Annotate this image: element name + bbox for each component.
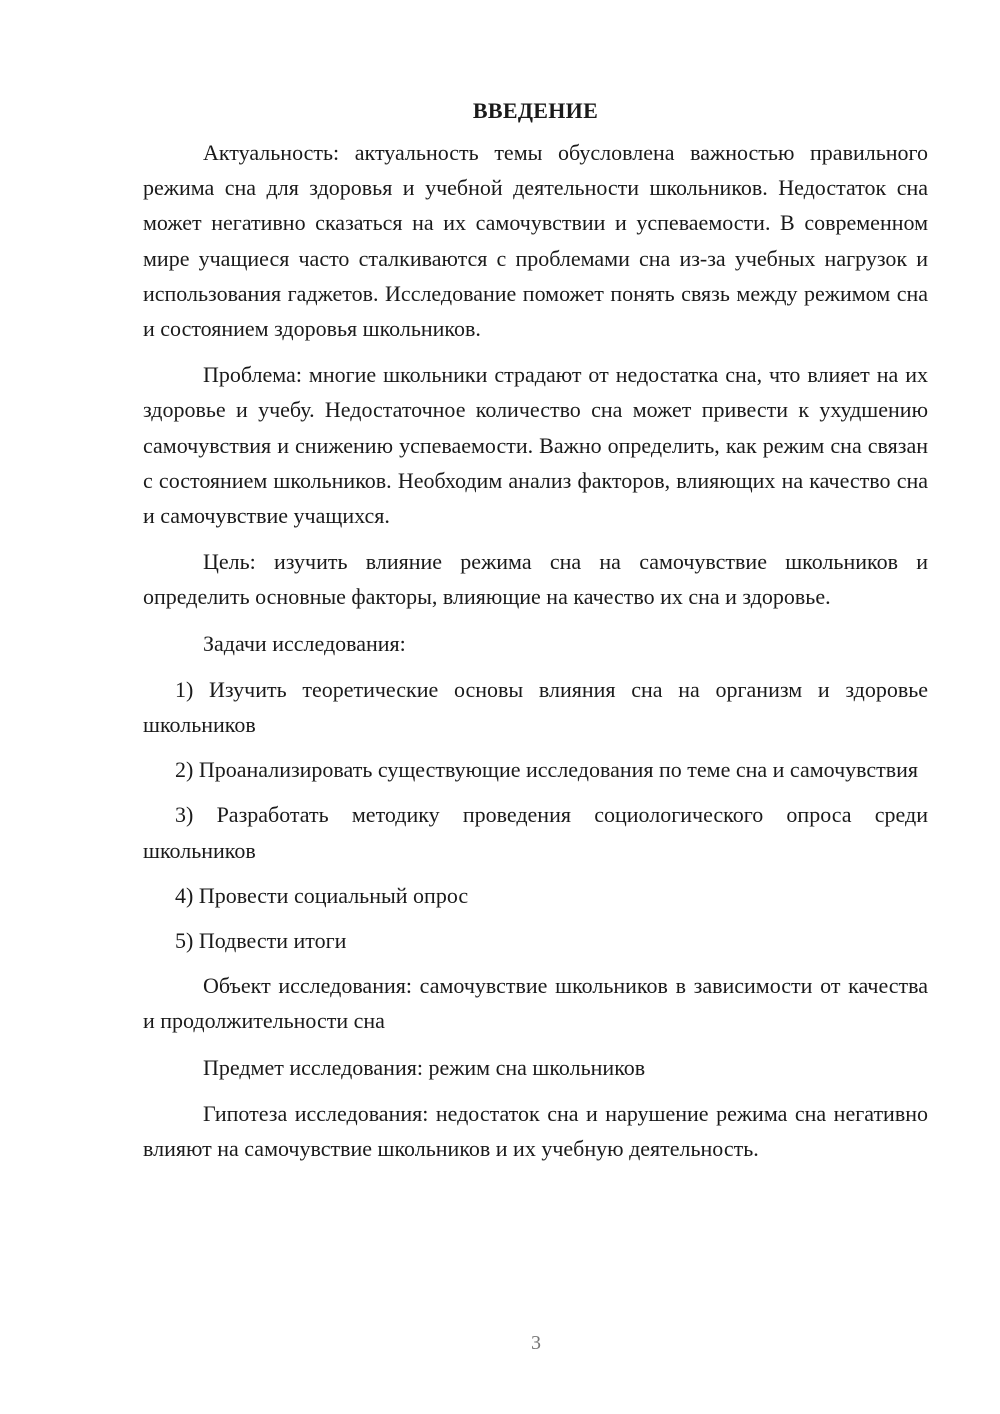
- task-item: 1) Изучить теоретические основы влияния сна на организм и здоровье школьников: [143, 676, 928, 738]
- goal-paragraph: Цель: изучить влияние режима сна на самочувствие школьников и определить основные факторы, влияющие на качество их сна и здоровье.: [143, 549, 928, 610]
- tasks-heading: Задачи исследования:: [203, 630, 406, 656]
- problem-paragraph: Проблема: многие школьники страдают от недостатка сна, что влияет на их здоровье и учебу. Недостаточное количество сна может привести к ухудшению самочувствия и снижению успеваемости. Важно определить, как режим сна связан с состоянием школьников. Необходим анализ факторов, влияющих на качество сна и самочувствие учащихся.: [143, 362, 928, 529]
- task-item: 3) Разработать методику проведения социологического опроса среди школьников: [143, 802, 928, 863]
- relevance-paragraph: Актуальность: актуальность темы обусловлена важностью правильного режима сна для здоровья и учебной деятельности школьников. Недостаток сна может негативно сказаться на их самочувствии и успеваемости. В современном мире учащиеся часто сталкиваются с проблемами сна из-за учебных нагрузок и использования гаджетов. Исследование поможет понять связь между режимом сна и состоянием здоровья школьников.: [143, 140, 928, 342]
- task-item: 4) Провести социальный опрос: [175, 882, 469, 908]
- section-title: ВВЕДЕНИЕ: [472, 98, 599, 123]
- hypothesis-paragraph: Гипотеза исследования: недостаток сна и нарушение режима сна негативно влияют на самочувствие школьников и их учебную деятельность.: [143, 1100, 928, 1162]
- object-paragraph: Объект исследования: самочувствие школьников в зависимости от качества и продолжительности сна: [143, 973, 928, 1034]
- task-item: 5) Подвести итоги: [175, 928, 347, 954]
- page-number: 3: [531, 1332, 541, 1354]
- task-item: 2) Проанализировать существующие исследования по теме сна и самочувствия: [175, 757, 919, 783]
- page-content: [143, 96, 928, 1177]
- subject-paragraph: Предмет исследования: режим сна школьников: [203, 1054, 646, 1080]
